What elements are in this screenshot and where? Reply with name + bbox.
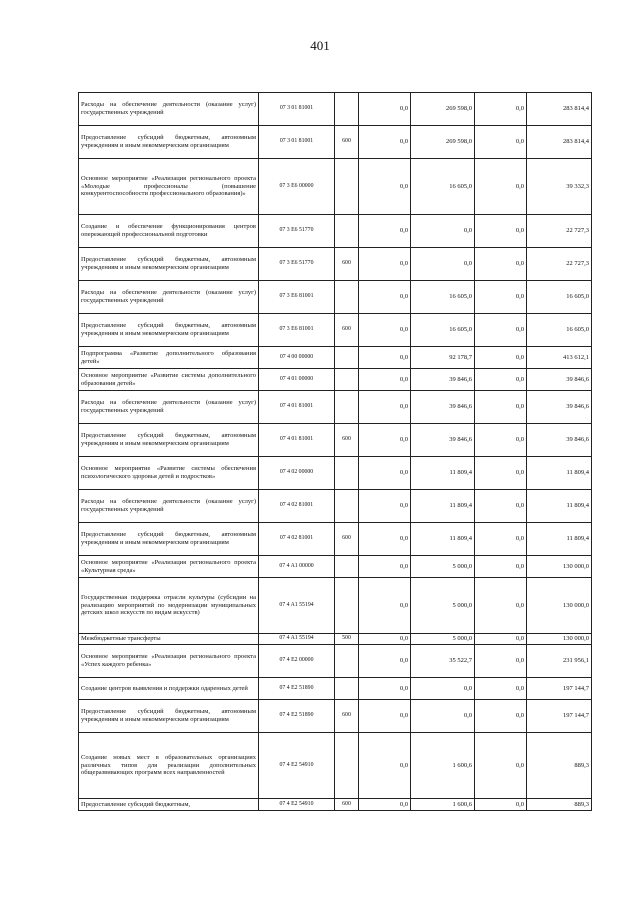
row-code: 07 4 E2 54910 xyxy=(259,733,335,799)
row-value-1: 0,0 xyxy=(359,93,411,126)
row-value-4: 11 809,4 xyxy=(527,490,592,523)
row-expense-type xyxy=(335,215,359,248)
row-value-4: 283 814,4 xyxy=(527,126,592,159)
row-value-3: 0,0 xyxy=(475,159,527,215)
row-name: Предоставление субсидий бюджетным, автономным учреждениям и иным некоммерческим организациям xyxy=(79,424,259,457)
row-code: 07 4 01 00000 xyxy=(259,369,335,391)
table-row xyxy=(79,126,592,159)
row-expense-type xyxy=(335,281,359,314)
row-value-4: 39 846,6 xyxy=(527,369,592,391)
row-value-2: 39 846,6 xyxy=(411,369,475,391)
table-row xyxy=(79,578,592,634)
row-expense-type xyxy=(335,93,359,126)
row-value-3: 0,0 xyxy=(475,93,527,126)
row-name: Расходы на обеспечение деятельности (оказание услуг) государственных учреждений xyxy=(79,490,259,523)
row-value-4: 39 846,6 xyxy=(527,424,592,457)
page-number: 401 xyxy=(310,38,330,53)
row-value-4: 130 000,0 xyxy=(527,556,592,578)
table-row xyxy=(79,314,592,347)
row-value-3: 0,0 xyxy=(475,556,527,578)
row-code: 07 4 A1 00000 xyxy=(259,556,335,578)
row-expense-type: 600 xyxy=(335,523,359,556)
row-value-1: 0,0 xyxy=(359,523,411,556)
row-expense-type: 600 xyxy=(335,248,359,281)
row-expense-type: 600 xyxy=(335,799,359,811)
row-value-3: 0,0 xyxy=(475,126,527,159)
row-expense-type xyxy=(335,733,359,799)
row-value-1: 0,0 xyxy=(359,678,411,700)
row-code: 07 4 E2 00000 xyxy=(259,645,335,678)
row-code: 07 4 01 81001 xyxy=(259,424,335,457)
table-row xyxy=(79,645,592,678)
row-value-3: 0,0 xyxy=(475,391,527,424)
row-expense-type: 600 xyxy=(335,126,359,159)
row-code: 07 4 02 81001 xyxy=(259,490,335,523)
row-value-2: 16 605,0 xyxy=(411,159,475,215)
row-value-2: 16 605,0 xyxy=(411,314,475,347)
row-expense-type: 500 xyxy=(335,634,359,645)
row-value-2: 92 178,7 xyxy=(411,347,475,369)
table-row xyxy=(79,281,592,314)
table-row xyxy=(79,159,592,215)
table-row xyxy=(79,369,592,391)
row-value-3: 0,0 xyxy=(475,523,527,556)
row-expense-type xyxy=(335,347,359,369)
table-row xyxy=(79,490,592,523)
row-value-3: 0,0 xyxy=(475,457,527,490)
row-name: Создание новых мест в образовательных организациях различных типов для реализации дополнительных общеразвивающих программ всех направленностей xyxy=(79,733,259,799)
row-value-4: 16 605,0 xyxy=(527,281,592,314)
row-value-3: 0,0 xyxy=(475,424,527,457)
row-name: Расходы на обеспечение деятельности (оказание услуг) государственных учреждений xyxy=(79,93,259,126)
row-value-4: 889,3 xyxy=(527,799,592,811)
row-value-1: 0,0 xyxy=(359,369,411,391)
row-code: 07 3 E6 51770 xyxy=(259,215,335,248)
row-value-3: 0,0 xyxy=(475,215,527,248)
row-name: Подпрограмма «Развитие дополнительного образования детей» xyxy=(79,347,259,369)
table-row xyxy=(79,347,592,369)
row-expense-type: 600 xyxy=(335,424,359,457)
row-value-4: 197 144,7 xyxy=(527,700,592,733)
row-value-4: 130 000,0 xyxy=(527,634,592,645)
row-value-4: 413 612,1 xyxy=(527,347,592,369)
row-code: 07 3 E6 81001 xyxy=(259,314,335,347)
row-name: Предоставление субсидий бюджетным, автономным учреждениям и иным некоммерческим организациям xyxy=(79,314,259,347)
row-value-2: 11 809,4 xyxy=(411,490,475,523)
row-name: Создание и обеспечение функционирования центров опережающей профессиональной подготовки xyxy=(79,215,259,248)
table-row xyxy=(79,391,592,424)
row-value-2: 39 846,6 xyxy=(411,391,475,424)
table-row xyxy=(79,799,592,811)
table-row xyxy=(79,457,592,490)
row-name: Основное мероприятие «Реализация регионального проекта «Молодые профессионалы (повышение конкурентоспособности профессионального образования)» xyxy=(79,159,259,215)
row-value-4: 130 000,0 xyxy=(527,578,592,634)
table-row xyxy=(79,248,592,281)
row-value-3: 0,0 xyxy=(475,490,527,523)
row-value-2: 5 000,0 xyxy=(411,556,475,578)
row-name: Межбюджетные трансферты xyxy=(79,634,259,645)
row-expense-type xyxy=(335,678,359,700)
row-value-3: 0,0 xyxy=(475,733,527,799)
row-value-2: 35 522,7 xyxy=(411,645,475,678)
row-code: 07 3 E6 81001 xyxy=(259,281,335,314)
row-value-2: 11 809,4 xyxy=(411,457,475,490)
row-value-1: 0,0 xyxy=(359,733,411,799)
row-value-2: 0,0 xyxy=(411,248,475,281)
row-value-3: 0,0 xyxy=(475,314,527,347)
row-code: 07 4 A1 55194 xyxy=(259,578,335,634)
row-value-3: 0,0 xyxy=(475,369,527,391)
row-value-2: 0,0 xyxy=(411,215,475,248)
row-expense-type xyxy=(335,457,359,490)
row-expense-type: 600 xyxy=(335,314,359,347)
table-row xyxy=(79,634,592,645)
row-expense-type: 600 xyxy=(335,700,359,733)
row-code: 07 4 E2 51890 xyxy=(259,700,335,733)
row-code: 07 3 E6 00000 xyxy=(259,159,335,215)
row-name: Предоставление субсидий бюджетным, автономным учреждениям и иным некоммерческим организациям xyxy=(79,523,259,556)
row-value-2: 1 600,6 xyxy=(411,733,475,799)
row-value-4: 22 727,3 xyxy=(527,248,592,281)
row-value-3: 0,0 xyxy=(475,634,527,645)
row-name: Основное мероприятие «Развитие системы дополнительного образования детей» xyxy=(79,369,259,391)
row-value-1: 0,0 xyxy=(359,248,411,281)
row-value-2: 1 600,6 xyxy=(411,799,475,811)
row-code: 07 4 A1 55194 xyxy=(259,634,335,645)
row-value-1: 0,0 xyxy=(359,700,411,733)
row-name: Основное мероприятие «Развитие системы обеспечения психологического здоровья детей и подростков» xyxy=(79,457,259,490)
budget-table xyxy=(78,92,592,811)
row-code: 07 3 01 81001 xyxy=(259,93,335,126)
row-code: 07 4 02 00000 xyxy=(259,457,335,490)
row-value-2: 269 598,0 xyxy=(411,126,475,159)
row-value-3: 0,0 xyxy=(475,678,527,700)
row-value-2: 39 846,6 xyxy=(411,424,475,457)
row-name: Основное мероприятие «Реализация регионального проекта «Успех каждого ребенка» xyxy=(79,645,259,678)
row-value-1: 0,0 xyxy=(359,424,411,457)
row-name: Предоставление субсидий бюджетным, xyxy=(79,799,259,811)
row-value-3: 0,0 xyxy=(475,248,527,281)
row-value-4: 283 814,4 xyxy=(527,93,592,126)
row-value-4: 889,3 xyxy=(527,733,592,799)
row-name: Основное мероприятие «Реализация регионального проекта «Культурная среда» xyxy=(79,556,259,578)
row-value-1: 0,0 xyxy=(359,556,411,578)
row-value-2: 0,0 xyxy=(411,700,475,733)
row-value-4: 11 809,4 xyxy=(527,523,592,556)
row-value-3: 0,0 xyxy=(475,799,527,811)
row-value-1: 0,0 xyxy=(359,215,411,248)
table-row xyxy=(79,678,592,700)
row-value-1: 0,0 xyxy=(359,799,411,811)
row-value-4: 39 332,3 xyxy=(527,159,592,215)
row-value-1: 0,0 xyxy=(359,578,411,634)
row-value-1: 0,0 xyxy=(359,634,411,645)
row-value-2: 5 000,0 xyxy=(411,634,475,645)
row-value-3: 0,0 xyxy=(475,347,527,369)
row-value-1: 0,0 xyxy=(359,391,411,424)
row-value-1: 0,0 xyxy=(359,159,411,215)
row-code: 07 4 02 81001 xyxy=(259,523,335,556)
table-row xyxy=(79,523,592,556)
row-expense-type xyxy=(335,159,359,215)
row-value-2: 11 809,4 xyxy=(411,523,475,556)
row-value-4: 22 727,3 xyxy=(527,215,592,248)
row-value-3: 0,0 xyxy=(475,700,527,733)
table-row xyxy=(79,215,592,248)
row-value-1: 0,0 xyxy=(359,281,411,314)
table-row xyxy=(79,700,592,733)
row-value-4: 16 605,0 xyxy=(527,314,592,347)
row-value-4: 231 956,1 xyxy=(527,645,592,678)
row-value-4: 39 846,6 xyxy=(527,391,592,424)
table-row xyxy=(79,556,592,578)
row-code: 07 4 01 81001 xyxy=(259,391,335,424)
row-code: 07 4 00 00000 xyxy=(259,347,335,369)
row-value-3: 0,0 xyxy=(475,578,527,634)
row-value-1: 0,0 xyxy=(359,645,411,678)
row-value-4: 197 144,7 xyxy=(527,678,592,700)
row-name: Предоставление субсидий бюджетным, автономным учреждениям и иным некоммерческим организациям xyxy=(79,126,259,159)
row-value-1: 0,0 xyxy=(359,457,411,490)
row-value-3: 0,0 xyxy=(475,645,527,678)
row-name: Предоставление субсидий бюджетным, автономным учреждениям и иным некоммерческим организациям xyxy=(79,248,259,281)
table-row xyxy=(79,424,592,457)
row-expense-type xyxy=(335,645,359,678)
row-expense-type xyxy=(335,556,359,578)
row-code: 07 3 01 81001 xyxy=(259,126,335,159)
row-name: Расходы на обеспечение деятельности (оказание услуг) государственных учреждений xyxy=(79,391,259,424)
table-row xyxy=(79,93,592,126)
row-expense-type xyxy=(335,369,359,391)
row-expense-type xyxy=(335,578,359,634)
row-name: Предоставление субсидий бюджетным, автономным учреждениям и иным некоммерческим организациям xyxy=(79,700,259,733)
table-body xyxy=(79,93,592,811)
row-name: Государственная поддержка отрасли культуры (субсидии на реализацию мероприятий по модернизации муниципальных детских школ искусств по видам искусств) xyxy=(79,578,259,634)
row-code: 07 3 E6 51770 xyxy=(259,248,335,281)
row-code: 07 4 E2 51890 xyxy=(259,678,335,700)
row-code: 07 4 E2 54910 xyxy=(259,799,335,811)
row-value-2: 269 598,0 xyxy=(411,93,475,126)
row-value-3: 0,0 xyxy=(475,281,527,314)
row-value-1: 0,0 xyxy=(359,314,411,347)
row-value-2: 5 000,0 xyxy=(411,578,475,634)
row-name: Расходы на обеспечение деятельности (оказание услуг) государственных учреждений xyxy=(79,281,259,314)
row-expense-type xyxy=(335,391,359,424)
row-value-1: 0,0 xyxy=(359,490,411,523)
row-value-1: 0,0 xyxy=(359,126,411,159)
row-value-1: 0,0 xyxy=(359,347,411,369)
row-name: Создание центров выявления и поддержки одаренных детей xyxy=(79,678,259,700)
table-row xyxy=(79,733,592,799)
row-value-2: 0,0 xyxy=(411,678,475,700)
row-value-4: 11 809,4 xyxy=(527,457,592,490)
row-value-2: 16 605,0 xyxy=(411,281,475,314)
row-expense-type xyxy=(335,490,359,523)
